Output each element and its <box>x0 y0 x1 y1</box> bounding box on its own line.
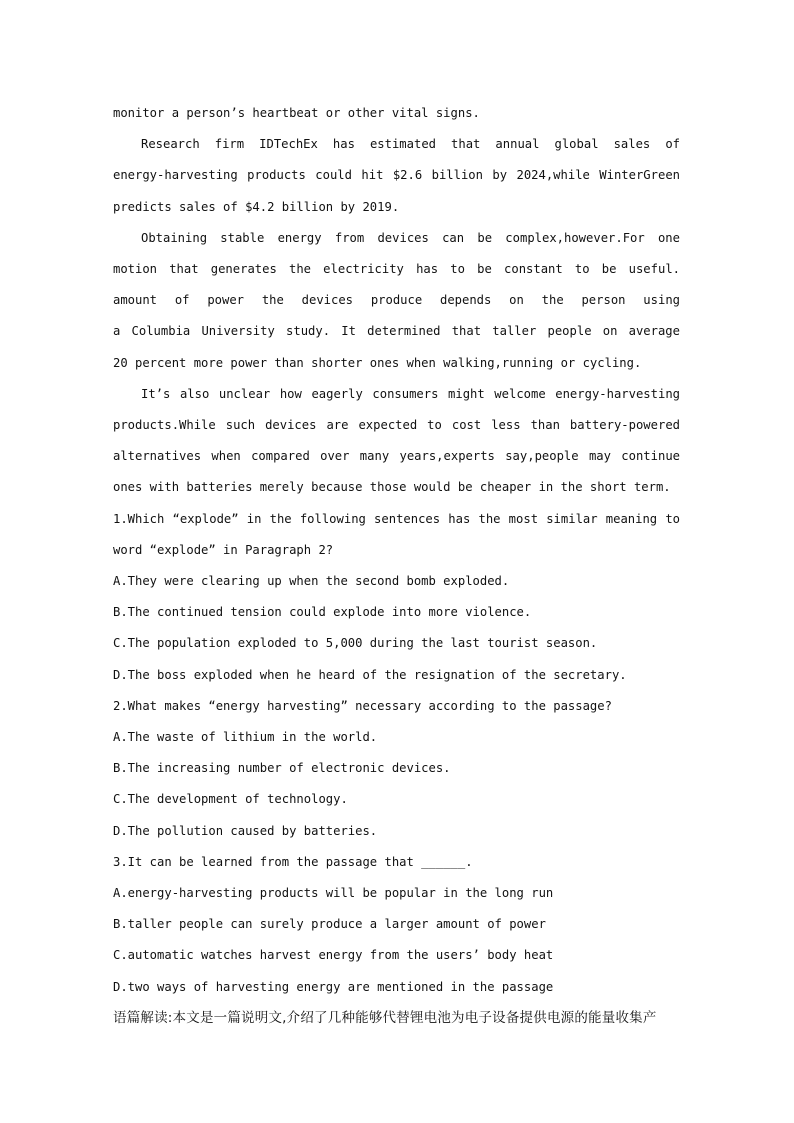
paragraph-line: predicts sales of $4.2 billion by 2019. <box>113 199 400 214</box>
question-stem: 2.What makes “energy harvesting” necessary according to the passage? <box>113 698 612 713</box>
paragraph-line: monitor a person’s heartbeat or other vital signs. <box>113 106 480 120</box>
paragraph-line: Obtaining stable energy from devices can be complex,however.For one <box>141 230 680 245</box>
paragraph-line: products.While such devices are expected to cost less than battery-powered <box>113 417 680 432</box>
paragraph-sales <box>113 129 680 223</box>
question-stem: word “explode” in Paragraph 2? <box>113 542 334 557</box>
paragraph-line: a Columbia University study. It determined that taller people on average <box>113 324 680 339</box>
paragraph-stable-energy <box>113 223 680 379</box>
option-c: C.The population exploded to 5,000 during the last tourist season. <box>113 636 598 651</box>
paragraph-consumers <box>113 379 680 504</box>
option-b: B.The continued tension could explode into more violence. <box>113 605 532 620</box>
question-stem: 3.It can be learned from the passage that ______. <box>113 854 473 869</box>
paragraph-line: amount of power the devices produce depends on the person using <box>113 293 680 308</box>
question-3 <box>113 847 680 1003</box>
question-1 <box>113 504 680 691</box>
document-content <box>113 98 680 1034</box>
paragraph-line: alternatives when compared over many years,experts say,people may continue <box>113 449 680 464</box>
paragraph-line: Research firm IDTechEx has estimated that annual global sales of <box>141 137 680 152</box>
option-c: C.The development of technology. <box>113 792 348 807</box>
option-d: D.two ways of harvesting energy are mentioned in the passage <box>113 979 554 994</box>
paragraph-line: energy-harvesting products could hit $2.6 billion by 2024,while WinterGreen <box>113 168 680 183</box>
option-b: B.taller people can surely produce a larger amount of power <box>113 917 546 932</box>
option-a: A.The waste of lithium in the world. <box>113 729 378 744</box>
option-d: D.The pollution caused by batteries. <box>113 823 378 838</box>
option-c: C.automatic watches harvest energy from the users’ body heat <box>113 948 554 963</box>
question-2 <box>113 691 680 847</box>
option-d: D.The boss exploded when he heard of the resignation of the secretary. <box>113 667 627 682</box>
paragraph-line: It’s also unclear how eagerly consumers might welcome energy-harvesting <box>141 386 680 401</box>
option-a: A.energy-harvesting products will be popular in the long run <box>113 885 554 900</box>
question-stem: 1.Which “explode” in the following sentences has the most similar meaning to <box>113 511 680 526</box>
passage-analysis: 语篇解读:本文是一篇说明文,介绍了几种能够代替锂电池为电子设备提供电源的能量收集产 <box>113 1009 657 1026</box>
paragraph-line: motion that generates the electricity has to be constant to be useful. <box>113 261 680 276</box>
option-b: B.The increasing number of electronic devices. <box>113 761 451 776</box>
paragraph-line: ones with batteries merely because those would be cheaper in the short term. <box>113 480 671 495</box>
paragraph-line: 20 percent more power than shorter ones when walking,running or cycling. <box>113 355 642 370</box>
option-a: A.They were clearing up when the second bomb exploded. <box>113 573 510 588</box>
